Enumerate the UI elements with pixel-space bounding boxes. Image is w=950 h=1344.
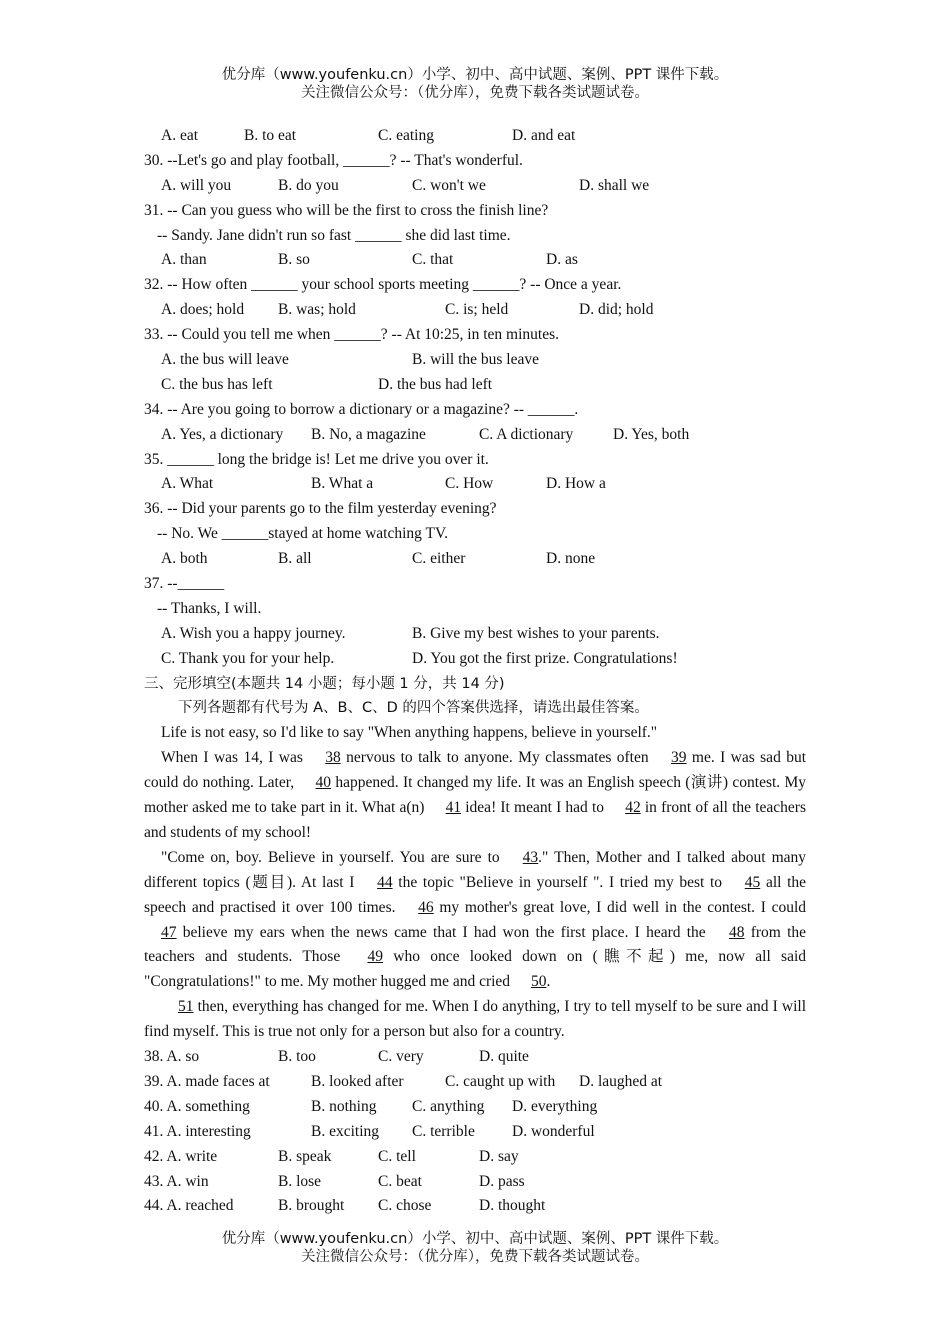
- section-instruction: 下列各题都有代号为 A、B、C、D 的四个答案供选择，请选出最佳答案。: [178, 700, 649, 717]
- option-b: B. exciting: [311, 1122, 380, 1140]
- blank-42: 42: [625, 799, 641, 817]
- option-c: C. the bus has left: [161, 375, 273, 393]
- option-a: A. will you: [161, 176, 232, 194]
- blank-45: 45: [744, 873, 761, 891]
- option-d: D. laughed at: [579, 1072, 663, 1090]
- blank-51: 51: [178, 998, 194, 1016]
- option-b: B. What a: [311, 475, 374, 493]
- q32-stem: 32. -- How often ______ your school sports meeting ______? -- Once a year.: [144, 276, 622, 294]
- option-d: D. quite: [479, 1048, 529, 1066]
- option-c: C. chose: [378, 1197, 432, 1215]
- option-a: A. Yes, a dictionary: [161, 425, 284, 443]
- option-c: C. How: [445, 475, 494, 493]
- q37-options-row1: [144, 622, 806, 647]
- q43-options: [144, 1170, 806, 1195]
- option-b: B. Give my best wishes to your parents.: [412, 624, 660, 642]
- page-header: [0, 66, 950, 102]
- blank-49: 49: [367, 948, 383, 966]
- option-b: B. was; hold: [278, 301, 356, 319]
- option-d: D. the bus had left: [378, 375, 493, 393]
- blank-40: 40: [315, 774, 332, 792]
- q38-options: [144, 1045, 806, 1070]
- option-d: D. thought: [479, 1197, 546, 1215]
- option-d: D. Yes, both: [613, 425, 690, 443]
- blank-44: 44: [377, 873, 393, 891]
- option-b: B. so: [278, 251, 310, 269]
- option-c: C. tell: [378, 1147, 416, 1165]
- option-d: D. How a: [546, 475, 606, 493]
- option-d: D. everything: [512, 1097, 598, 1115]
- option-c: C. eating: [378, 127, 434, 144]
- q33-options-row1: [144, 348, 806, 373]
- q31-stem-reply: -- Sandy. Jane didn't run so fast ______ she did last time.: [157, 226, 511, 244]
- q36-options: [144, 547, 806, 572]
- option-b: B. brought: [278, 1197, 345, 1215]
- page-footer: [0, 1230, 950, 1266]
- option-d: D. pass: [479, 1172, 525, 1190]
- option-a: A. does; hold: [161, 301, 245, 319]
- q33-stem: 33. -- Could you tell me when ______? -- At 10:25, in ten minutes.: [144, 326, 560, 344]
- q37-stem-reply: -- Thanks, I will.: [157, 599, 262, 617]
- q35-stem: 35. ______ long the bridge is! Let me drive you over it.: [144, 450, 489, 468]
- option-b: B. lose: [278, 1172, 322, 1190]
- q37-options-row2: [144, 647, 806, 672]
- blank-43: 43: [522, 848, 539, 866]
- q35-options: [144, 472, 806, 497]
- header-line-1: 优分库（www.youfenku.cn）小学、初中、高中试题、案例、PPT 课件下载。: [221, 67, 729, 83]
- option-c: C. A dictionary: [479, 425, 574, 443]
- footer-line-2: 关注微信公众号：（优分库），免费下载各类试题试卷。: [301, 1249, 649, 1265]
- blank-48: 48: [728, 923, 745, 941]
- option-b: B. No, a magazine: [311, 425, 426, 443]
- q36-stem: 36. -- Did your parents go to the film yesterday evening?: [144, 500, 497, 518]
- option-a: A. Wish you a happy journey.: [161, 624, 346, 642]
- option-c: C. very: [378, 1048, 424, 1066]
- option-b: B. to eat: [244, 127, 297, 144]
- option-c: C. anything: [412, 1097, 485, 1115]
- option-a: A. eat: [161, 127, 199, 144]
- passage-paragraph-3: "Come on, boy. Believe in yourself. You are sure to 43." Then, Mother and I talked about many different topics (题目). At last I 44 the topic "Believe in yourself ". I tried my best to 45 all the speech and practised it over 100 times. 46 my mother's great love, I did well in the contest. I could 47 believe my ears when the news came that I had won the first place. I heard the 48 from the teachers and students. Those 49 who once looked down on (瞧不起) me, now all said "Congratulations!" to me. My mother hugged me and cried 50.: [144, 846, 806, 995]
- option-c: C. Thank you for your help.: [161, 649, 335, 667]
- option-b: B. nothing: [311, 1097, 377, 1115]
- option-c: C. either: [412, 550, 466, 568]
- option-a: 41. A. interesting: [144, 1122, 251, 1140]
- q41-options: [144, 1120, 806, 1145]
- passage-paragraph-4: 51 then, everything has changed for me. When I do anything, I try to tell myself to be sure and I will find myself. This is true not only for a person but also for a country.: [144, 995, 806, 1045]
- option-a: A. than: [161, 251, 207, 269]
- section-title: 三、完形填空(本题共 14 小题；每小题 1 分，共 14 分): [144, 675, 505, 692]
- option-a: 38. A. so: [144, 1048, 200, 1066]
- q31-stem: 31. -- Can you guess who will be the first to cross the finish line?: [144, 201, 549, 219]
- option-a: A. What: [161, 475, 214, 493]
- option-b: B. speak: [278, 1147, 332, 1165]
- q33-options-row2: [144, 373, 806, 398]
- footer-line-1: 优分库（www.youfenku.cn）小学、初中、高中试题、案例、PPT 课件下载。: [221, 1231, 729, 1247]
- blank-46: 46: [418, 898, 434, 916]
- option-b: B. do you: [278, 176, 339, 194]
- q36-stem-reply: -- No. We ______stayed at home watching TV.: [157, 525, 449, 543]
- passage-paragraph-2: When I was 14, I was 38 nervous to talk to anyone. My classmates often 39 me. I was sad but could do nothing. Later, 40 happened. It changed my life. It was an English speech (演讲) contest. My mother asked me to take part in it. What a(n) 41 idea! It meant I had to 42 in front of all the teachers and students of my school!: [144, 746, 806, 846]
- blank-50: 50: [530, 973, 547, 991]
- option-d: D. wonderful: [512, 1122, 595, 1140]
- option-a: 42. A. write: [144, 1147, 218, 1165]
- q31-options: [144, 248, 806, 273]
- blank-38: 38: [325, 749, 341, 767]
- option-a: 40. A. something: [144, 1097, 250, 1115]
- option-a: A. both: [161, 550, 208, 568]
- q30-stem: 30. --Let's go and play football, ______? -- That's wonderful.: [144, 151, 523, 169]
- option-c: C. caught up with: [445, 1072, 556, 1090]
- option-d: D. say: [479, 1147, 519, 1165]
- q29-options: [144, 124, 806, 149]
- exam-content: [144, 124, 806, 1219]
- option-c: C. that: [412, 251, 454, 269]
- option-c: C. terrible: [412, 1122, 475, 1140]
- q42-options: [144, 1145, 806, 1170]
- option-b: B. all: [278, 550, 312, 568]
- option-a: 43. A. win: [144, 1172, 209, 1190]
- q37-stem: 37. --______: [144, 575, 225, 593]
- passage-paragraph-1: Life is not easy, so I'd like to say "When anything happens, believe in yourself.": [161, 724, 658, 742]
- option-b: B. will the bus leave: [412, 351, 539, 369]
- option-c: C. won't we: [412, 176, 486, 194]
- option-d: D. shall we: [579, 176, 650, 194]
- option-d: D. none: [546, 550, 596, 568]
- option-d: D. as: [546, 251, 578, 269]
- option-b: B. looked after: [311, 1072, 404, 1090]
- q40-options: [144, 1095, 806, 1120]
- option-c: C. is; held: [445, 301, 509, 319]
- option-d: D. You got the first prize. Congratulations!: [412, 649, 678, 667]
- blank-47: 47: [161, 923, 177, 941]
- option-d: D. did; hold: [579, 301, 654, 319]
- header-line-2: 关注微信公众号：（优分库），免费下载各类试题试卷。: [301, 85, 649, 101]
- q39-options: [144, 1070, 806, 1095]
- option-b: B. too: [278, 1048, 316, 1066]
- q34-options: [144, 423, 806, 448]
- option-a: A. the bus will leave: [161, 351, 289, 369]
- option-c: C. beat: [378, 1172, 422, 1190]
- option-a: 44. A. reached: [144, 1197, 234, 1215]
- q44-options: [144, 1194, 806, 1219]
- option-a: 39. A. made faces at: [144, 1072, 270, 1090]
- blank-41: 41: [445, 799, 462, 817]
- blank-39: 39: [671, 749, 687, 767]
- q32-options: [144, 298, 806, 323]
- q30-options: [144, 174, 806, 199]
- q34-stem: 34. -- Are you going to borrow a dictionary or a magazine? -- ______.: [144, 400, 579, 418]
- option-d: D. and eat: [512, 127, 576, 144]
